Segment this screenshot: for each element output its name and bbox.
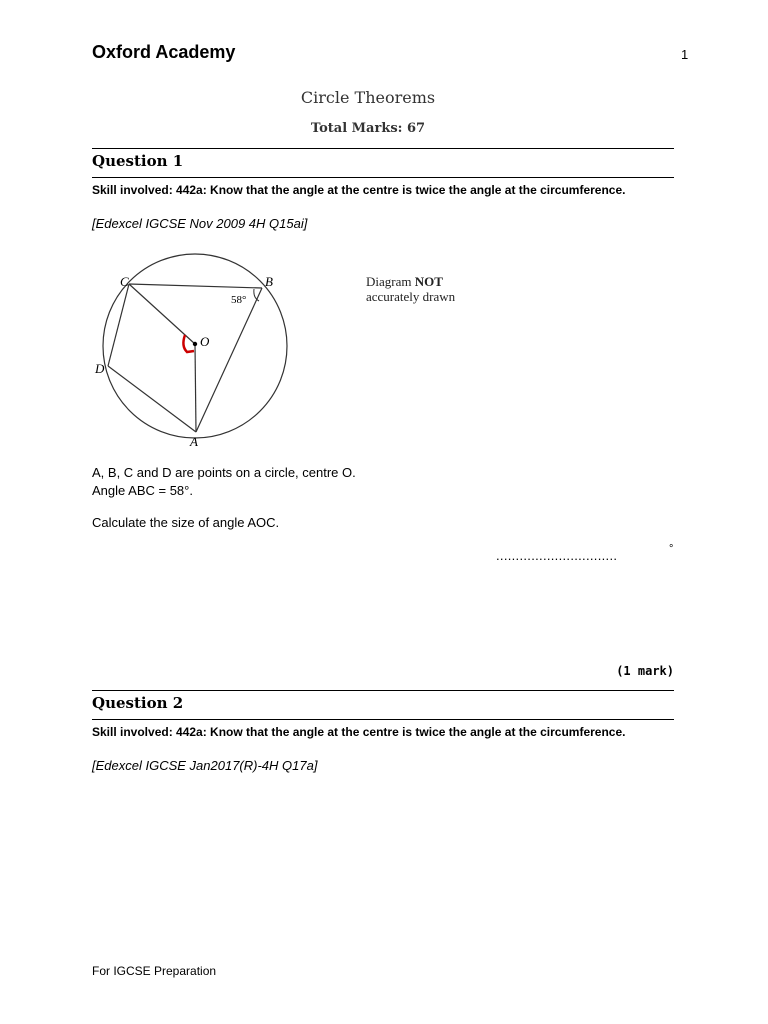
footer-text: For IGCSE Preparation	[92, 964, 217, 978]
diagram-note	[366, 274, 455, 304]
label-a: A	[190, 434, 198, 449]
total-marks: Total Marks: 67	[310, 121, 426, 136]
chord-cb	[129, 284, 262, 288]
document-title: Circle Theorems	[300, 88, 436, 107]
question1-top-rule	[92, 148, 674, 149]
question1-skill: Skill involved: 442a: Know that the angle at the centre is twice the angle at the circumference.	[92, 183, 626, 197]
page-number: 1	[681, 47, 689, 62]
circle-diagram-svg	[92, 253, 302, 453]
circle-diagram	[92, 253, 302, 458]
diagram-note-line2: accurately drawn	[366, 289, 456, 304]
question2-source: [Edexcel IGCSE Jan2017(R)-4H Q17a]	[92, 758, 318, 773]
chord-ad	[108, 366, 196, 432]
label-b: B	[265, 274, 273, 289]
label-o: O	[200, 334, 210, 349]
question2-skill: Skill involved: 442a: Know that the angle at the centre is twice the angle at the circumference.	[92, 725, 626, 739]
question1-text	[92, 464, 356, 500]
question1-source: [Edexcel IGCSE Nov 2009 4H Q15ai]	[92, 216, 308, 231]
chord-dc	[108, 284, 129, 366]
radius-oc	[129, 284, 195, 344]
question1-instruction: Calculate the size of angle AOC.	[92, 515, 280, 530]
question2-title: Question 2	[92, 694, 184, 712]
question1-marks: (1 mark)	[616, 664, 674, 678]
diagram-note-line1: Diagram NOT	[366, 274, 443, 289]
answer-unit: °	[669, 543, 674, 555]
label-d: D	[95, 361, 105, 376]
label-c: C	[120, 274, 129, 289]
question1-title: Question 1	[92, 152, 184, 170]
angle-b-label: 58°	[231, 294, 247, 306]
question2-title-rule	[92, 719, 674, 720]
question1-title-rule	[92, 177, 674, 178]
centre-point	[193, 342, 197, 346]
answer-line[interactable]: ...............................	[496, 548, 618, 563]
chord-ba	[196, 288, 262, 432]
question1-line2: Angle ABC = 58°.	[92, 483, 193, 498]
radius-oa	[195, 344, 196, 432]
question2-top-rule	[92, 690, 674, 691]
school-name: Oxford Academy	[92, 42, 236, 62]
question1-line1: A, B, C and D are points on a circle, centre O.	[92, 465, 356, 480]
